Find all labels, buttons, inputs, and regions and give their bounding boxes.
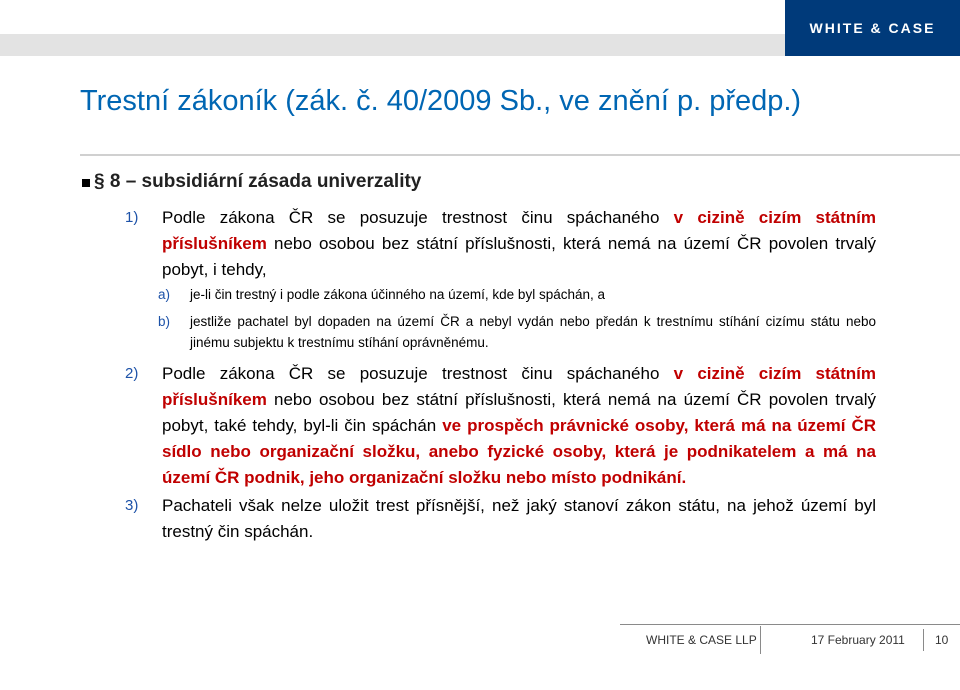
page-number: 10 <box>935 633 949 647</box>
title-divider <box>80 154 960 156</box>
highlighted-text: v cizině cizím státním příslušníkem <box>162 208 876 253</box>
highlighted-text: ve prospěch právnické osoby, která má na území ČR sídlo nebo organizační složku, anebo fyzické osoby, která je podnikatelem a má na území ČR podnik, jeho organizační složku nebo místo podnikání. <box>162 416 876 487</box>
item-number: 2) <box>125 365 139 382</box>
text-run: Podle zákona ČR se posuzuje trestnost činu spáchaného <box>162 208 674 227</box>
section-heading: § 8 – subsidiární zásada univerzality <box>94 171 422 192</box>
square-bullet-icon <box>82 179 90 187</box>
item-number: 3) <box>125 497 139 514</box>
subitem-text: je-li čin trestný i podle zákona účinného na území, kde byl spáchán, a <box>190 287 605 302</box>
text-run: nebo osobou bez státní příslušnosti, která nemá na území ČR povolen trvalý pobyt, i tehdy, <box>162 234 876 279</box>
subitem-letter: b) <box>158 314 171 329</box>
slide-title: Trestní zákoník (zák. č. 40/2009 Sb., ve znění p. předp.) <box>80 85 802 117</box>
text-run: Podle zákona ČR se posuzuje trestnost činu spáchaného <box>162 364 674 383</box>
highlighted-text: v cizině cizím státním příslušníkem <box>162 364 876 409</box>
footer-date: 17 February 2011 <box>811 633 905 647</box>
item-text <box>162 361 876 491</box>
footer-firm: WHITE & CASE LLP <box>646 633 757 647</box>
item-number: 1) <box>125 209 139 226</box>
footer-separator <box>923 629 924 651</box>
footer-separator <box>760 626 761 654</box>
footer-divider <box>620 624 960 625</box>
subitem-letter: a) <box>158 287 171 302</box>
white-case-logo: WHITE & CASE <box>785 0 960 56</box>
item-text <box>162 205 876 283</box>
item-text: Pachateli však nelze uložit trest přísnější, než jaký stanoví zákon státu, na jehož území byl trestný čin spáchán. <box>162 496 876 541</box>
subitem-text: jestliže pachatel byl dopaden na území ČR a nebyl vydán nebo předán k trestnímu stíhání cizímu státu nebo jinému subjektu k trestnímu stíhání oprávněnému. <box>190 314 876 350</box>
text-run: nebo osobou bez státní příslušnosti, která nemá na území ČR povolen trvalý pobyt, také tehdy, byl-li čin spáchán <box>162 390 876 435</box>
